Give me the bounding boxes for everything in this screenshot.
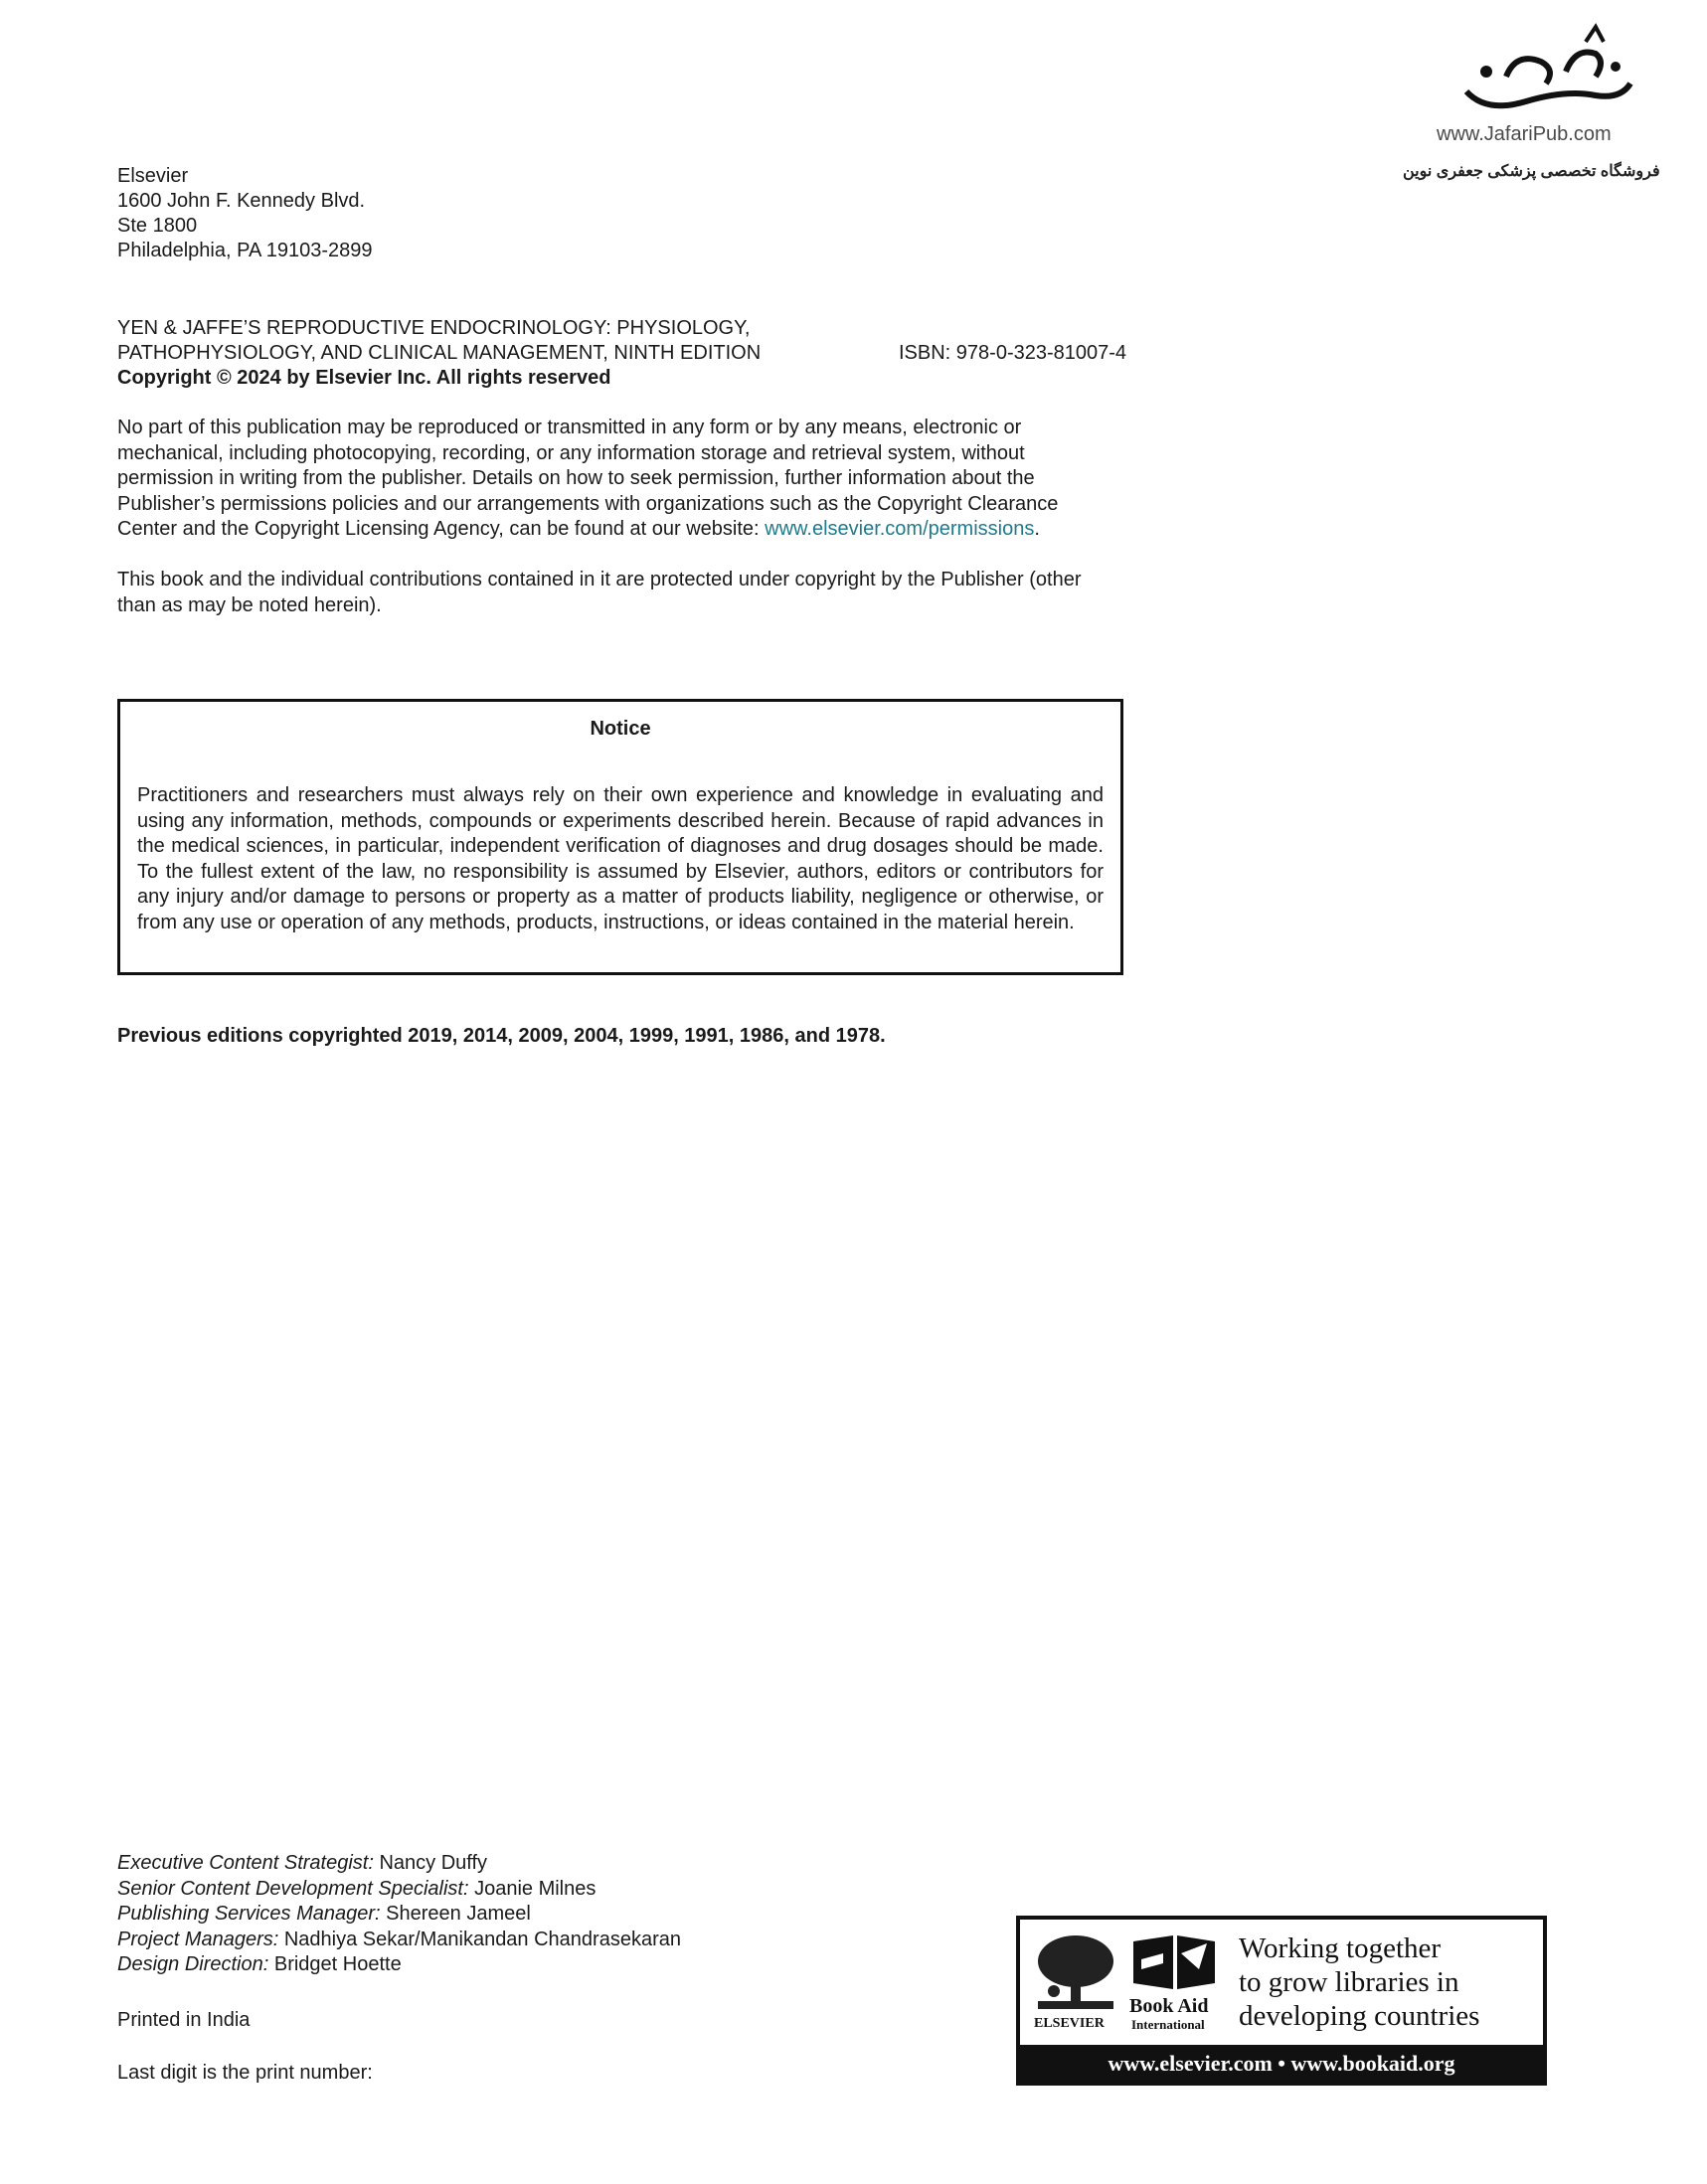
credit-role: Publishing Services Manager: [117, 1903, 381, 1925]
advert-slogan-line: Working together [1239, 1932, 1442, 1964]
bookaid-book-icon [1129, 1933, 1219, 1991]
advert-urls: www.elsevier.com • www.bookaid.org [1020, 2045, 1543, 2082]
book-title-line-2: PATHOPHYSIOLOGY, AND CLINICAL MANAGEMENT, NINTH EDITION [117, 342, 762, 364]
notice-box [117, 699, 1123, 975]
book-aid-advert [1016, 1916, 1547, 2086]
elsevier-tree-icon [1034, 1933, 1117, 2013]
permissions-link[interactable]: www.elsevier.com/permissions [765, 518, 1035, 540]
credit-name: Nancy Duffy [373, 1852, 488, 1874]
copyright-line: Copyright © 2024 by Elsevier Inc. All rights reserved [117, 367, 611, 389]
credit-line [117, 1952, 681, 1978]
copyright-paragraph: This book and the individual contributions contained in it are protected under copyright by the Publisher (other than as may be noted herein). [117, 569, 1082, 616]
elsevier-logo [1034, 1933, 1117, 2037]
previous-editions: Previous editions copyrighted 2019, 2014, 2009, 2004, 1999, 1991, 1986, and 1978. [117, 1025, 886, 1047]
jafaripub-watermark [1397, 22, 1695, 196]
credit-name: Bridget Hoette [268, 1953, 402, 1975]
credit-role: Project Managers: [117, 1928, 279, 1950]
credit-name: Nadhiya Sekar/Manikandan Chandrasekaran [278, 1928, 681, 1950]
credit-name: Shereen Jameel [380, 1903, 531, 1925]
advert-slogan [1239, 1932, 1479, 2033]
credit-line [117, 1928, 681, 1953]
permissions-text: No part of this publication may be reproduced or transmitted in any form or by any means, electronic or mechanical, including photocopying, recording, or any information storage and retrieval system, without permission in writing from the publisher. Details on how to seek permission, further information about the Publisher’s permissions policies and our arrangements with organizations such as the Copyright Clearance Center and the Copyright Licensing Agency, can be found at our website: [117, 417, 1059, 540]
notice-title: Notice [590, 718, 651, 740]
permissions-paragraph [117, 416, 1102, 543]
jafaripub-logo-icon [1447, 22, 1645, 121]
printed-in: Printed in India [117, 2009, 251, 2031]
notice-body: Practitioners and researchers must always rely on their own experience and knowledge in evaluating and using any information, methods, compounds or experiments described herein. Because of rapid advances in the medical sciences, in particular, independent verification of diagnoses and drug dosages should be made. To the fullest extent of the law, no responsibility is assumed by Elsevier, authors, editors or contributors for any injury and/or damage to persons or property as a matter of products liability, negligence or otherwise, or from any use or operation of any methods, products, instructions, or ideas contained in the material herein. [137, 784, 1104, 933]
advert-slogan-line: to grow libraries in [1239, 1966, 1459, 1998]
publisher-address [117, 164, 373, 263]
watermark-site: www.JafariPub.com [1437, 123, 1612, 145]
address-line: Ste 1800 [117, 215, 198, 237]
credit-name: Joanie Milnes [468, 1877, 597, 1900]
credit-line [117, 1902, 681, 1928]
credit-line [117, 1877, 681, 1903]
address-line: Elsevier [117, 165, 189, 187]
credit-role: Design Direction: [117, 1953, 269, 1975]
elsevier-caption: ELSEVIER [1034, 2016, 1105, 2031]
isbn: ISBN: 978-0-323-81007-4 [899, 342, 1127, 364]
book-title-line-1: YEN & JAFFE’S REPRODUCTIVE ENDOCRINOLOGY: PHYSIOLOGY, [117, 317, 751, 339]
advert-main [1020, 1920, 1543, 2045]
bookaid-caption: Book Aid [1129, 1995, 1209, 2017]
address-line: Philadelphia, PA 19103-2899 [117, 240, 373, 261]
credits-list [117, 1851, 681, 1978]
address-line: 1600 John F. Kennedy Blvd. [117, 190, 366, 212]
watermark-tagline: فروشگاه تخصصی پزشکی جعفری نوین [1403, 163, 1660, 180]
permissions-end: . [1034, 518, 1040, 540]
title-block [117, 316, 1131, 391]
advert-slogan-line: developing countries [1239, 2000, 1480, 2032]
credit-role: Executive Content Strategist: [117, 1852, 374, 1874]
credit-line [117, 1851, 681, 1877]
credit-role: Senior Content Development Specialist: [117, 1877, 469, 1900]
bookaid-logo [1129, 1933, 1229, 2037]
print-number-line: Last digit is the print number: [117, 2062, 373, 2084]
bookaid-subcaption: International [1131, 2017, 1205, 2032]
